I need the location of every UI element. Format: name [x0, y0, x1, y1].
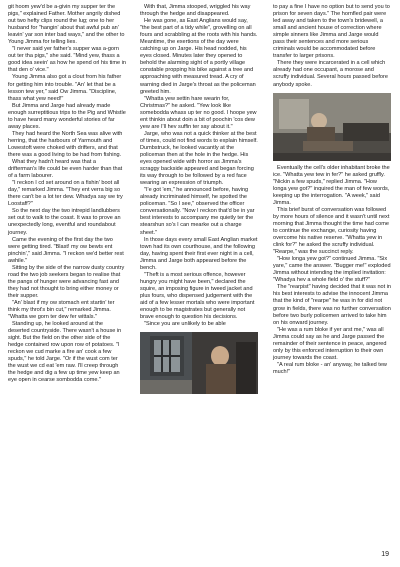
paragraph: "I never said yer father's supper was a-gorn out ter tha pigs," she said. "Mind yew, thass a good idea seein' as how he spend orl his time in that den o' vice.": [8, 46, 126, 74]
paragraph: "He was a rum bloke if yer arst me," was all Jimma could say as he and Jarge passed the remainder of their sentence in peace, angered only by this enforced interruption to their own journey towards the coast.: [273, 326, 387, 361]
paragraph: They had heard the North Sea was alive with herring, that the harbours of Yarmouth and Lowestoft were choked with drifters, and that there was a good living to be had from fishing.: [8, 130, 123, 158]
paragraph: "I'e got 'em," he announced before, having already incriminated himself, he spotted the policeman. "So I see," observed the officer conversationally. "Now I reckon that'd be in yar best interests to accompany me quietly ter the stearshun so's I can mearke out a charge sheet.": [140, 187, 255, 236]
text-column-2: [140, 4, 258, 394]
paragraph: git hoom yew'd be a-givin my supper ter the pigs," explained Father. Mother angrily dished out two hefty clips round the lug; one to her husband for "hangin' about that awful pub an' leavin' yar son inter bad ways," and the other to Young Jimma for telling lies.: [8, 4, 125, 46]
paragraph: In those days every small East Anglian market town had its own courthouse, and the following day, having spent their first ever night in a cell, Jimma and Jarge both appeared before the bench.: [140, 236, 258, 271]
photo-prisoner-in-cell: [273, 93, 391, 161]
paragraph: What they hadn't heard was that a drifterman's life could be even harder than that of a farm labourer.: [8, 159, 123, 180]
paragraph: to pay a fine I have no option but to send you to prison for seven days." The hornfled pair were led away and taken to the town's bridewell, a small and ancient house of correction where simple sinners like Jimma and Jarge would pass their sentences and more serious criminals would be accommodated before transfer to larger prisons.: [273, 4, 390, 60]
paragraph: "Theft is a most serious offence, however hungry you might have been," declared the squire, an imposing figure in tweed jacket and plus fours, who dispensed judgement with the aid of a few lesser mortals who were important enough to be magistrates but generally not brave enough to question his decisions.: [140, 271, 255, 321]
text-column-1: [8, 4, 126, 385]
paragraph: Came the evening of the first day the two were getting tired. "Blast! my ow bewts ent pinchin'," said Jimma. "I reckon we'd better rest awhile.": [8, 236, 124, 264]
paragraph: Sitting by the side of the narrow dusty country road the two job seekers began to realise that the pangs of hunger were advancing fast and they had not thought to bring either money or their supper.: [8, 264, 125, 299]
paragraph: The "rearpist" having decided that it was not in his best interests to advise the innocent Jimma that the kind of "rearpe" he was in for did not grow in fields, there was no further conversation before two burly policemen arrived to take him on his onward journey.: [273, 284, 392, 326]
paragraph: "An' blast if my ow stomach ent startin' ter think my throt's bin cut," remarked Jimma. "Whatta we gorn ter dew fer wittals.": [8, 299, 115, 321]
paragraph: Standing up, he looked around at the deserted countryside. There wasn't a house in sight. But the field on the other side of the hedge contained row upon row of potatoes. "I reckon we cud marke a fire an' cook a few spuds," he told Jarge. "Or if the wust com ter the wust we cd eat 'em raw. I'll creep through the hedge and dig a few up time yew keep an eye open in cearse sombodda come.": [8, 321, 122, 384]
paragraph: Jarge, who was not a quick thinker at the best of times, could not find words to explain himself. Dumbstruck, he looked vacantly at the policeman then at the hole in the hedge. His eyes opened wide with horror as Jimma's scraggy backside appeared and began forcing its way through to be followed by a red face wearing an expression of triumph.: [140, 130, 258, 187]
page-number: 19: [381, 551, 389, 558]
paragraph: "Since you are unlikely to be able: [144, 321, 226, 328]
paragraph: So the next day the two intrepid landlubbers set out to walk to the coast. It was to prove an unexpectedly long, eventful and roundabout journey.: [8, 208, 121, 236]
paragraph: This brief burst of conversation was followed by more hours of silence and it wasn't until next morning that Jimma thought the time had come to continue the exchange, curiosity having overcome his native reserve. "Whatta yew in clink for?" he asked the scruffy individual. "Rearpe," was the succinct reply.: [273, 206, 390, 256]
text-column-3: [273, 4, 391, 376]
paragraph: "A real rum bloke - an' anyway, he talked tew much!": [273, 361, 387, 375]
paragraph: Young Jimma also got a clout from his father for getting him into trouble. "An' let that be a lesson tew yer," said Ow Jimma. "Discipline, thass what yew need!": [8, 74, 122, 102]
paragraph: "How longa yew got?" continued Jimma. "Six yare," came the answer. "Bugger me!" exploded Jimma without intending the implied invitation: "Whadya hev a whole field o' the stuff?": [273, 256, 391, 284]
paragraph: Eventually the cell's older inhabitant broke the ice. "Whatta yew tew in fer?" he asked gruffly. "Nickin a few spuds," replied Jimma. "How longa yew got?" inquired the man of few words, keeping up the interrogation. "A week," said Jimma.: [273, 164, 390, 206]
paragraph: With that, Jimma stooped, wriggled his way through the hedge and disappeared.: [140, 4, 251, 18]
paragraph: But Jimma and Jarge had already made enough surreptitious trips to the Pig and Whistle to have heard many wonderful stories of far away places.: [8, 102, 126, 130]
paragraph: He was gone, as East Anglians would say, "the best part of a tidy while", grovelling on all fours and scrabbling at the roots with his hands. Meantime, the exertions of the day were catching up on Jarge. His head nodded, his eyes closed. Minutes later they opened to behold the alarming sight of a portly village constable propping his bike against a tree and approaching with measured tread. A cry of warning died in Jarge's throat as the policeman greeted him.: [140, 18, 258, 95]
photo-prison-cell-window: [140, 332, 258, 394]
paragraph: "Whatta yew settin hare wearin for, Christmas?" he asked. "Yew look like somebodda whass up ter no good. I hoope yew ent thinkin about doin a bit of poochin 'cos dew yew are I'll hev suffin ter say about it.": [140, 95, 257, 130]
paragraph: "I reckon I cd set around on a fishin' boot all day," remarked Jimma. "They ent verra big so there can't be a lot ter dew. Whadya say we try Loostaff?": [8, 180, 123, 208]
paragraph: There they were incarcerated in a cell which already had one occupant, a morose and scruffy individual. Several hours passed before anybody spoke.: [273, 60, 388, 88]
